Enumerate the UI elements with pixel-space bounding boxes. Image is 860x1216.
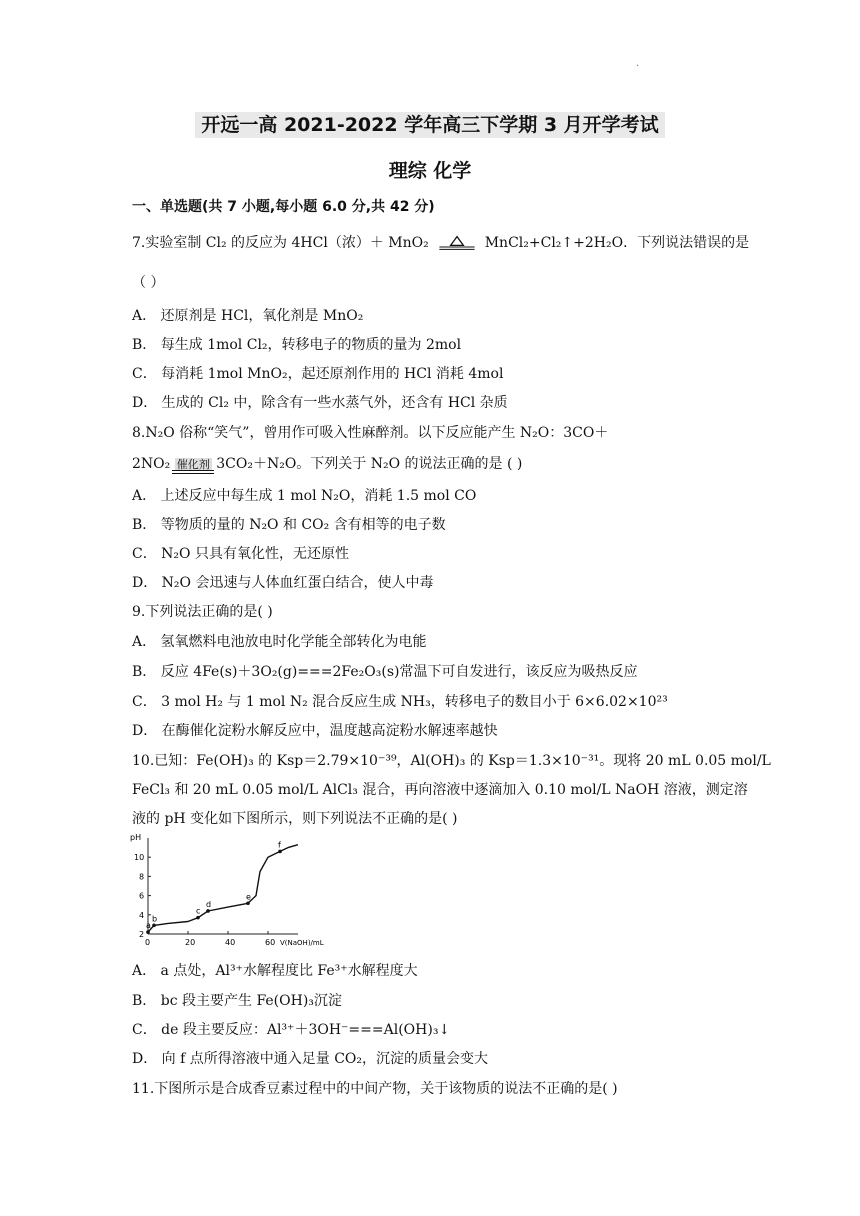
q11-stem: 11.下图所示是合成香豆素过程中的中间产物，关于该物质的说法不正确的是( ) (132, 1081, 618, 1097)
q7-stem-a: 7.实验室制 Cl₂ 的反应为 4HCl（浓）＋ MnO₂ (132, 235, 429, 251)
q7-option-b: B． 每生成 1mol Cl₂，转移电子的物质的量为 2mol (132, 337, 462, 353)
y-tick-label: 10 (134, 853, 145, 863)
q8-option-b: B． 等物质的量的 N₂O 和 CO₂ 含有相等的电子数 (132, 517, 446, 533)
x-tick-label: 40 (225, 938, 236, 947)
q9-option-d: D． 在酶催化淀粉水解反应中，温度越高淀粉水解速率越快 (132, 723, 498, 739)
point-label-c: c (196, 906, 201, 916)
y-tick-label: 8 (139, 872, 145, 882)
page-dot: . (636, 58, 640, 69)
ph-titration-chart (128, 830, 324, 948)
q10-option-c: C． de 段主要反应：Al³⁺＋3OH⁻===Al(OH)₃↓ (132, 1022, 451, 1038)
q8-stem-line1: 8.N₂O 俗称“笑气”，曾用作可吸入性麻醉剂。以下反应能产生 N₂O：3CO＋ (132, 425, 609, 441)
point-f (278, 850, 282, 854)
x-tick-label: 20 (185, 938, 196, 947)
point-e (246, 901, 250, 905)
point-label-a: a (146, 921, 151, 931)
catalyst-arrow (170, 456, 216, 472)
y-tick-label: 2 (139, 930, 145, 939)
q9-option-b: B． 反应 4Fe(s)＋3O₂(g)===2Fe₂O₃(s)常温下可自发进行，该反应为吸热反应 (132, 664, 638, 680)
point-label-b: b (152, 914, 158, 924)
exam-title-text: 开远一高 2021-2022 学年高三下学期 3 月开学考试 (195, 112, 664, 138)
catalyst-label: 催化剂 (176, 458, 210, 471)
q10-option-b: B． bc 段主要产生 Fe(OH)₃沉淀 (132, 993, 342, 1009)
point-a (146, 930, 150, 934)
y-tick-label: 6 (139, 891, 145, 901)
point-label-f: f (278, 840, 281, 850)
q8-stem-2b: 3CO₂＋N₂O。下列关于 N₂O 的说法正确的是 ( ) (216, 456, 523, 472)
q9-stem: 9.下列说法正确的是( ) (132, 604, 273, 620)
exam-subtitle: 理综 化学 (388, 160, 472, 182)
ph-curve (148, 845, 298, 932)
q8-option-a: A． 上述反应中每生成 1 mol N₂O，消耗 1.5 mol CO (132, 488, 477, 504)
x-tick-label: 60 (265, 938, 276, 947)
point-label-e: e (246, 892, 251, 902)
q7-option-a: A． 还原剂是 HCl，氧化剂是 MnO₂ (132, 308, 364, 324)
exam-title (0, 110, 860, 137)
q8-option-c: C． N₂O 只具有氧化性，无还原性 (132, 546, 349, 562)
y-axis-label: pH (130, 833, 142, 842)
q7-option-c: C． 每消耗 1mol MnO₂，起还原剂作用的 HCl 消耗 4mol (132, 366, 504, 382)
q8-stem-2a: 2NO₂ (132, 456, 171, 472)
q8-stem-line2 (132, 453, 522, 473)
q10-option-d: D． 向 f 点所得溶液中通入足量 CO₂，沉淀的质量会变大 (132, 1051, 489, 1067)
point-label-d: d (206, 899, 212, 909)
q10-stem-line1: 10.已知：Fe(OH)₃ 的 Ksp＝2.79×10⁻³⁹，Al(OH)₃ 的 Ksp＝1.3×10⁻³¹。现将 20 mL 0.05 mol/L (132, 753, 771, 769)
q10-stem-line2: FeCl₃ 和 20 mL 0.05 mol/L AlCl₃ 混合，再向溶液中逐滴加入 0.10 mol/L NaOH 溶液，测定溶 (132, 782, 748, 798)
q7-stem (132, 232, 749, 252)
y-tick-label: 4 (139, 910, 145, 920)
point-d (206, 909, 210, 913)
x-tick-label: 0 (145, 938, 151, 947)
point-b (152, 924, 156, 928)
q10-option-a: A． a 点处，Al³⁺水解程度比 Fe³⁺水解程度大 (132, 963, 418, 979)
q8-option-d: D． N₂O 会迅速与人体血红蛋白结合，使人中毒 (132, 575, 434, 591)
q10-stem-line3: 液的 pH 变化如下图所示，则下列说法不正确的是( ) (132, 811, 458, 827)
q7-stem-b: MnCl₂+Cl₂↑+2H₂O．下列说法错误的是 (484, 235, 750, 251)
point-c (196, 916, 200, 920)
q9-option-c: C． 3 mol H₂ 与 1 mol N₂ 混合反应生成 NH₃，转移电子的数目小于 6×6.02×10²³ (132, 694, 668, 710)
q7-option-d: D． 生成的 Cl₂ 中，除含有一些水蒸气外，还含有 HCl 杂质 (132, 395, 508, 411)
q7-paren: （ ） (132, 275, 165, 291)
x-axis-label: V(NaOH)/mL (280, 939, 324, 947)
section-heading: 一、单选题(共 7 小题,每小题 6.0 分,共 42 分) (132, 199, 435, 215)
q9-option-a: A． 氢氧燃料电池放电时化学能全部转化为电能 (132, 634, 427, 650)
heat-equals-sign (429, 235, 485, 251)
